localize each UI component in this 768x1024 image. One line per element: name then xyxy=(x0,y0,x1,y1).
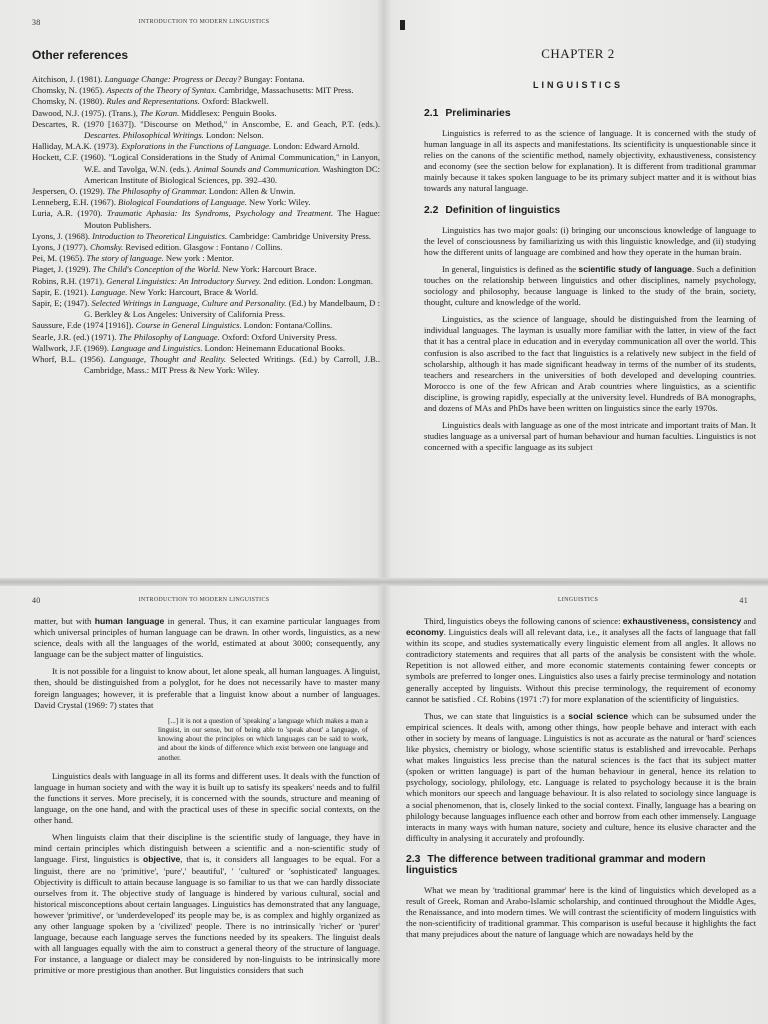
paragraph: Linguistics is referred to as the science of language. It is concerned with the study of human language in all its aspects and manifestations. Its scientificity is unquestionable since it relies on the canons of the scientific method, namely objectivity, exhaustiveness, consistency and economy (see the section below for explanation). It is different from traditional grammar mainly because it takes spoken language to be its primary subject matter and it is without bias towards any natural language. xyxy=(424,128,756,194)
reference-title: Traumatic Aphasia: Its Syndroms, Psychology and Treatment. xyxy=(106,208,334,219)
paragraph: Linguistics deals with language as one of the most intricate and important traits of Man. It studies language as a universal part of human behaviour and human faculties. Linguistics is not concerned with a specific language as its subject xyxy=(424,420,756,453)
reference-publisher: Cambridge, Massachusetts: MIT Press. xyxy=(216,85,354,96)
running-head-text: INTRODUCTION TO MODERN LINGUISTICS xyxy=(138,19,270,25)
reference-entry xyxy=(32,264,380,275)
paragraph: Linguistics has two major goals: (i) bringing our unconscious knowledge of language to the level of consciousness by familiarizing us with this linguistic knowledge, and (ii) studying how the different units of language are combined and how they operate in the human brain. xyxy=(424,224,756,257)
chapter-number: CHAPTER 2 xyxy=(541,46,615,61)
section-heading-2-1 xyxy=(424,108,756,119)
chapter-2-opening xyxy=(400,18,756,574)
reference-entry xyxy=(32,186,380,197)
reference-author: Aitchison, J. (1981). xyxy=(32,74,105,84)
reference-author: Lenneberg, E.H. (1967). xyxy=(32,197,118,208)
running-head-text: LINGUISTICS xyxy=(557,597,599,603)
reference-author: Dawood, N.J. (1975). (Trans.), xyxy=(32,107,141,118)
text-run: . Such a definition touches on the relationship between linguistics and other disciplines, namely psychology, sociology and philosophy, because language is linked to the study of the brain, society, thought, culture and knowledge of the world. xyxy=(424,263,756,308)
paragraph: What we mean by 'traditional grammar' here is the kind of linguistics which developed as a result of Greek, Roman and Arabo-Islamic scholarship, and continued throughout the Middle Ages, the Renaissance, and into modern times. We will contrast the scientificity of modern linguistics with the non-scientificity of traditional grammar. This comparison is useful because it highlights the fact that many prejudices about the nature of language which are nowadays held by the xyxy=(406,884,756,940)
reference-title: Chomsky. xyxy=(90,242,124,253)
reference-author: Chomsky, N. (1980). xyxy=(32,96,107,107)
reference-author: Jespersen, O. (1929). xyxy=(32,186,107,197)
reference-entry xyxy=(32,287,380,298)
text-run: , that is, it considers all languages to be equal. For a linguist, there are no 'primitive', 'pure',' beautiful', ' 'cultured' or 'sophisticated' languages. Objectivity is difficult to attain because language is so familiar to us that we can hardly dissociate ourselves from it. The objective study of language is hindered by various cultural, social and historical misconceptions about certain languages. Linguistics has demonstrated that any language, however 'primitive', or 'underdeveloped' its people may be, is as complex and highly organized as any other language spoken by a 'civilized' people. There is no intrinsically 'richer' or 'purer' language, because each language serves the functions needed by its speakers. The linguist deals with all languages equally with the aim to construct a general theory of the structure of language. For instance, a language or dialect may be considered by non-linguists to be intrinsically more primitive or more prestigious than another. But linguistics considers that such xyxy=(34,854,380,976)
emphasis: social science xyxy=(568,710,629,721)
reference-title: Language, Thought and Reality. xyxy=(109,354,227,365)
reference-entry xyxy=(32,119,380,141)
section-title: Other references xyxy=(32,48,129,62)
reference-publisher: New York: Harcourt, Brace & World. xyxy=(127,286,259,297)
section-title: Definition of linguistics xyxy=(445,204,561,216)
reference-entry xyxy=(32,354,380,376)
reference-entry xyxy=(32,208,380,230)
reference-publisher: London: Nelson. xyxy=(203,130,264,141)
reference-author: Whorf, B.L. (1956). xyxy=(32,354,110,365)
reference-publisher: London: Fontana/Collins. xyxy=(241,320,333,331)
reference-publisher: London: Allen & Unwin. xyxy=(206,186,296,197)
reference-author: Sapir, E. (1921). xyxy=(32,286,91,297)
reference-publisher: Revised edition. Glasgow : Fontano / Collins. xyxy=(123,242,283,253)
text-run: Third, linguistics obeys the following canons of science: xyxy=(424,616,623,626)
reference-entry xyxy=(32,141,380,152)
text-run: in general. Thus, it can examine particular languages from which universal principles of human language can be drawn. In other words, linguistics, as a new science, deals with all the languages of the world, estimated at about 3000; consequently, any language can be the subject matter of linguistics. xyxy=(34,616,380,660)
reference-publisher: New york : Mentor. xyxy=(163,253,234,264)
reference-entry xyxy=(32,85,380,96)
reference-author: Robins, R.H. (1971). xyxy=(32,275,107,286)
reference-publisher: New York: Wiley. xyxy=(246,197,311,208)
paragraph xyxy=(34,616,380,660)
reference-title: Language. xyxy=(90,286,128,297)
text-run: Thus, we can state that linguistics is a xyxy=(424,710,569,721)
running-head xyxy=(400,596,756,610)
reference-publisher: (Ed.) by Mandelbaum, D : G. Berkley & Los Angeles: University of California Press. xyxy=(84,298,380,320)
page-number: 38 xyxy=(32,18,41,27)
reference-entry xyxy=(32,320,380,331)
reference-title: Animal Sounds and Communication. xyxy=(193,163,321,174)
chapter-title: LINGUISTICS xyxy=(532,80,623,90)
reference-entry xyxy=(32,96,380,107)
reference-publisher: London: Heinemann Educational Books. xyxy=(202,342,345,353)
running-head-text: INTRODUCTION TO MODERN LINGUISTICS xyxy=(138,597,270,603)
section-number: 2.1 xyxy=(424,108,439,119)
reference-title: Explorations in the Functions of Language. xyxy=(121,141,272,152)
reference-title: The Child's Conception of the World. xyxy=(92,264,221,275)
running-head xyxy=(28,596,380,610)
paragraph: Linguistics, as the science of language, should be distinguished from the learning of individual languages. The layman is usually more familiar with the latter, in view of the fact that it has a central place in education and in everyday communication all over the world. This confusion is also ascribed to the fact that linguistics is a relatively new subject in the field of scholarship, although it has made significant headway in terms of the number of its students, teachers and researchers in the universities of both developed and developing countries. Morocco is one of the few African and Arab countries where linguistics, as a scientific discipline, is growing rapidly, especially at the university level. Hundreds of BA monographs, and dozens of MAs and PhDs have been written on linguistics since the early 1970s. xyxy=(424,314,756,413)
reference-title: The story of language. xyxy=(86,253,164,264)
reference-title: Biological Foundations of Language. xyxy=(118,197,247,208)
reference-title: Descartes. Philosophical Writings. xyxy=(84,130,204,141)
reference-publisher: 2nd edition. London: Longman. xyxy=(261,275,373,286)
reference-publisher: The Hague: Mouton Publishers. xyxy=(84,208,380,230)
reference-author: Lyons, J (1977). xyxy=(32,242,91,253)
paragraph xyxy=(406,711,756,844)
quote-text: [...] it is not a question of 'speaking' a language which makes a man a linguist, in our sense, but of being able to 'speak about' a language, of knowing about the principles on which languages can be said to work, and about the kinds of difference which exist between one language and another. xyxy=(158,716,368,762)
reference-author: Descartes, R. (1970 [1637]). "Discourse on Method," in Anscombe, E. and Geach, P.T. (eds.). xyxy=(32,118,380,129)
reference-entry xyxy=(32,197,380,208)
text-run: and xyxy=(741,616,756,626)
reference-title: Language Change: Progress or Decay? xyxy=(104,74,242,84)
reference-entry xyxy=(32,108,380,119)
reference-title: Aspects of the Theory of Syntax. xyxy=(106,85,217,96)
paragraph xyxy=(34,832,380,976)
reference-title: The Philosophy of Grammar. xyxy=(106,186,207,197)
reference-publisher: Washington DC: American Institute of Biological Sciences, pp. 392–430. xyxy=(84,163,380,185)
reference-author: Saussure, F.de (1974 [1916]). xyxy=(32,320,136,331)
reference-publisher: Bungay: Fontana. xyxy=(241,74,305,84)
paragraph xyxy=(424,264,756,308)
reference-entry xyxy=(32,276,380,287)
reference-entry xyxy=(32,231,380,242)
section-heading-2-2 xyxy=(424,205,756,216)
reference-publisher: New York: Harcourt Brace. xyxy=(220,264,317,275)
paragraph: It is not possible for a linguist to know about, let alone speak, all human languages. A linguist, then, should be distinguished from a polyglot, for he does not necessarily have to master many foreign languages; however, it is preferable that a linguist know about a number of languages. David Crystal (1969: 7) states that xyxy=(34,666,380,710)
reference-author: Hockett, C.F. (1960). "Logical Considerations in the Study of Animal Communication," in Lanyon, W.E. and Tavolga, W.N. (eds.). xyxy=(32,152,380,174)
reference-entry xyxy=(32,242,380,253)
reference-author: Sapir, E; (1947). xyxy=(32,298,92,309)
reference-author: Pei, M. (1965). xyxy=(32,253,87,264)
emphasis: objective xyxy=(143,854,181,865)
reference-entry xyxy=(32,253,380,264)
reference-entry xyxy=(32,332,380,343)
reference-title: The Philosophy of Language. xyxy=(118,331,220,342)
reference-entry xyxy=(32,343,380,354)
text-run: matter, but with xyxy=(34,616,95,626)
emphasis: economy xyxy=(406,627,444,638)
reference-author: Halliday, M.A.K. (1973). xyxy=(32,141,122,152)
reference-entry xyxy=(32,152,380,186)
reference-publisher: London: Edward Arnold. xyxy=(271,141,360,152)
reference-title: Language and Linguistics. xyxy=(111,342,203,353)
page-40 xyxy=(28,596,380,1024)
section-title: The difference between traditional grammar and modern linguistics xyxy=(406,853,706,876)
reference-title: Selected Writings in Language, Culture and Personality. xyxy=(91,298,287,309)
reference-title: Course in General Linguistics. xyxy=(135,320,242,331)
emphasis: human language xyxy=(94,616,165,626)
reference-entry xyxy=(32,74,380,85)
text-run: In general, linguistics is defined as the xyxy=(442,263,579,274)
reference-author: Wallwork, J.F. (1969). xyxy=(32,342,112,353)
block-quote xyxy=(158,717,368,763)
reference-author: Chomsky, N. (1965). xyxy=(32,85,107,96)
emphasis: exhaustiveness, consistency xyxy=(622,616,742,626)
page-fold xyxy=(0,578,768,586)
reference-publisher: Selected Writings. (Ed.) by Carroll, J.B.. Cambridge, Mass.: MIT Press & New York: Wiley. xyxy=(84,354,380,376)
emphasis: scientific study of language xyxy=(578,263,692,274)
reference-author: Lyons, J. (1968). xyxy=(32,230,93,241)
reference-title: The Koran. xyxy=(140,107,180,118)
section-heading-2-3 xyxy=(406,854,756,876)
reference-publisher: Oxford: Oxford University Press. xyxy=(219,331,338,342)
reference-author: Luria, A.R. (1970). xyxy=(32,208,107,219)
page-38 xyxy=(28,18,380,574)
reference-title: Rules and Representations. xyxy=(106,96,200,107)
section-number: 2.2 xyxy=(424,204,439,216)
page-number: 40 xyxy=(32,596,41,605)
reference-publisher: Cambridge: Cambridge University Press. xyxy=(227,230,372,241)
page-number: 41 xyxy=(739,596,748,605)
reference-author: Piaget, J. (1929). xyxy=(32,264,93,275)
running-head xyxy=(28,18,380,32)
reference-title: General Linguistics: An Introductory Survey. xyxy=(106,275,262,286)
section-number: 2.3 xyxy=(406,853,421,865)
references-list xyxy=(28,74,380,376)
text-run: . Linguistics deals will all relevant data, i.e., it analyses all the facts of language that fall within its scope, and studies systematically every linguistic element from all angles. It allows no contradictory statements and requires that all parts of the analysis be consistent with the whole. Repetition is not allowed either, and more economic statements containing fewer concepts or symbols are preferred to longer ones. Linguistics also uses a fairly precise terminology and notation generally accepted by linguists. Without this precise terminology, the requirement of economy cannot be satisfied . Cf. Robins (1971 :7) for more explanation of the scientificity of linguistics. xyxy=(406,627,756,704)
reference-author: Searle, J.R. (ed.) (1971). xyxy=(32,331,119,342)
section-title: Preliminaries xyxy=(445,108,511,119)
text-run: which can be subsumed under the empirical sciences. It deals with, among other things, how people behave and interact with each other in society by means of language. Linguistics is not as accurate as the natural or 'hard' sciences like physics, chemistry or biology, whose scientific status is established and irrevocable. Perhaps what makes linguistics less precise than the natural sciences is the fact that its subject matter (spoken or written language) is part of the human behaviour in general, hence its relation to psychology, sociology, philology, etc. Language is related to psychology because it is the brain which monitors our speech and language behaviour. It is also related to sociology since language is a social phenomenon, that is, closely linked to the social context. Finally, language has a bearing on philology because languages influence each other and borrow from each other immensely. Language interacts in many ways with human nature, society and culture, hence its elusive character and the difficulty in analysing it accurately and profoundly. xyxy=(406,710,756,843)
text-run: When linguists claim that their discipline is the scientific study of language, they have in mind certain principles which distinguish between a scientific and a non-scientific study of language. First, linguistics is xyxy=(34,832,380,865)
registration-mark xyxy=(400,20,405,30)
paragraph xyxy=(406,616,756,705)
reference-publisher: Middlesex: Penguin Books. xyxy=(179,107,277,118)
reference-entry xyxy=(32,298,380,320)
reference-title: Introduction to Theoretical Linguistics. xyxy=(92,230,228,241)
reference-publisher: Oxford: Blackwell. xyxy=(199,96,269,107)
paragraph: Linguistics deals with language in all its forms and different uses. It deals with the function of language in human society and with the way it is built up to satisfy its speakers' needs and to fulfil the functions it serves. More precisely, it is concerned with the sounds, structure and meaning of language, on the one hand, and with the practical uses of these in specific social contexts, on the other hand. xyxy=(34,770,380,826)
page-41 xyxy=(400,596,756,1024)
